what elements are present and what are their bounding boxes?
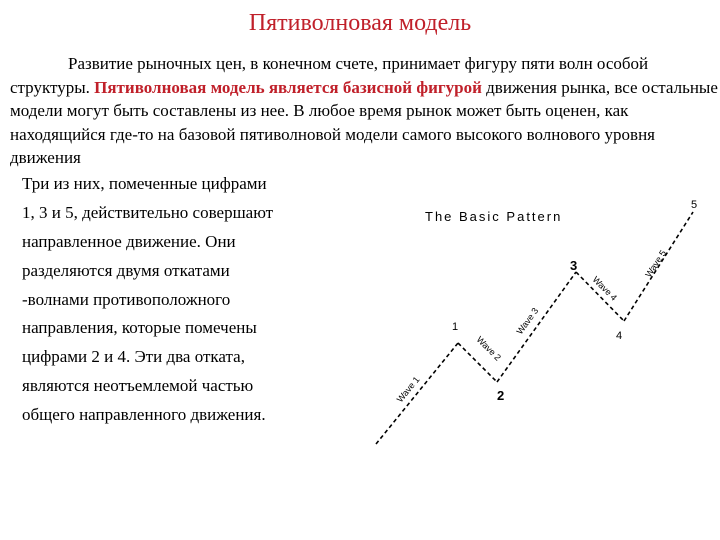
page-title: Пятиволновая модель <box>248 10 472 36</box>
wave-3-line <box>497 272 576 382</box>
point-2-label: 2 <box>497 388 505 403</box>
wave-5-label: Wave 5 <box>643 248 669 280</box>
point-1-label: 1 <box>452 321 459 333</box>
diagram-title: The Basic Pattern <box>425 209 563 224</box>
point-3-label: 3 <box>570 258 578 273</box>
wave-lines <box>376 212 693 444</box>
side-line-6: направления, которые помечены <box>22 318 257 337</box>
side-line-7: цифрами 2 и 4. Эти два отката, <box>22 347 245 366</box>
side-line-9: общего направленного движения. <box>22 405 266 424</box>
intro-text-before: Развитие рыночных цен, в конечном счете, принимает фигуру пяти волн особой структуры. <box>10 54 649 97</box>
wave-2-label: Wave 2 <box>474 334 504 363</box>
point-5-label: 5 <box>691 199 698 211</box>
wave-4-label: Wave 4 <box>590 274 620 303</box>
side-line-5: -волнами противоположного <box>22 290 231 309</box>
wave-1-label: Wave 1 <box>394 374 422 405</box>
side-line-4: разделяются двумя откатами <box>22 261 230 280</box>
intro-highlight: Пятиволновая модель является базисной фигурой <box>94 77 482 97</box>
wave-3-label: Wave 3 <box>514 305 541 337</box>
point-4-label: 4 <box>616 330 623 342</box>
side-line-3: направленное движение. Они <box>22 232 236 251</box>
wave-1-line <box>376 343 458 444</box>
side-line-1: Три из них, помеченные цифрами <box>22 174 267 193</box>
intro-text-after: движения рынка, все остальные модели могут быть составлены из нее. В любое время рынок может быть оценен, как находящийся где-то на базовой пятиволновой модели самого высокого волнового уровня движения <box>10 77 718 168</box>
side-line-8: являются неотъемлемой частью <box>22 376 254 395</box>
side-line-2: 1, 3 и 5, действительно совершают <box>22 203 274 222</box>
